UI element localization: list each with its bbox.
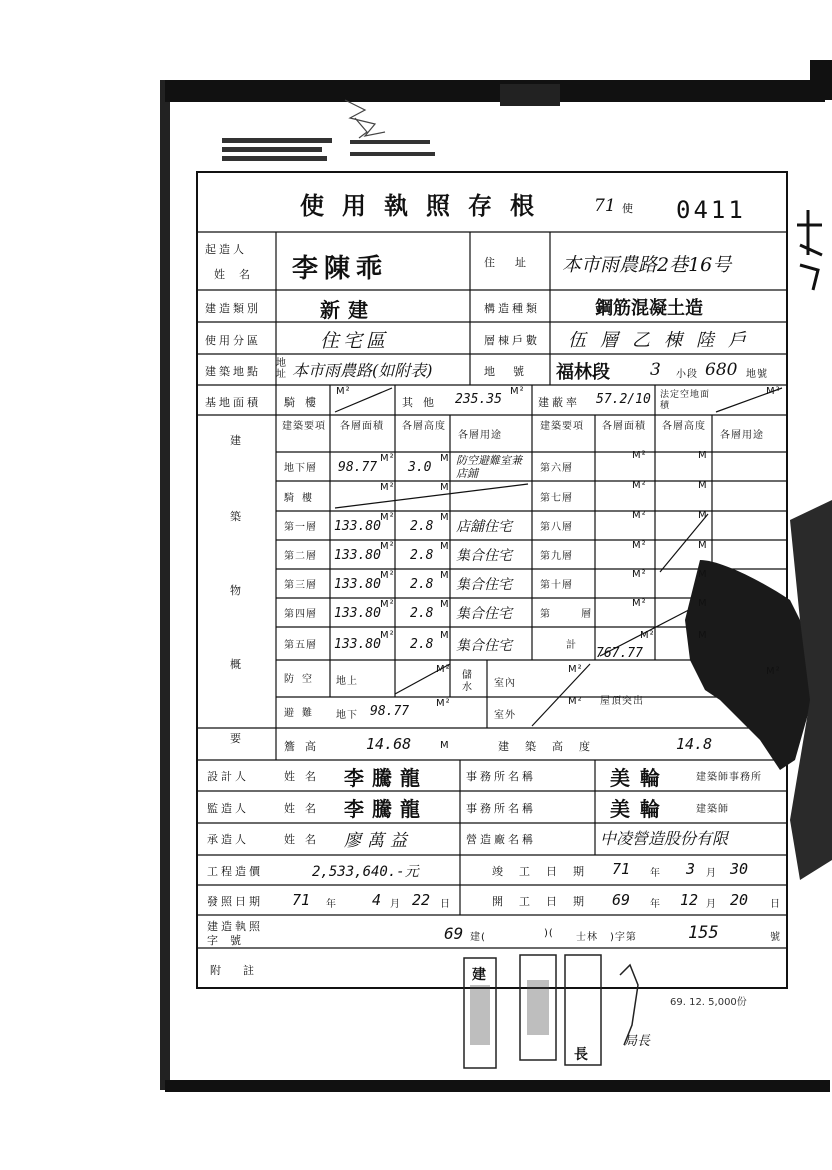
floor-height-unit: M <box>440 453 450 464</box>
floor-total-height-unit: M <box>698 630 708 641</box>
header-area-right: 各層面積 <box>602 421 646 432</box>
floor-name-right: 第九層 <box>540 551 573 562</box>
floor-height-unit: M <box>440 541 450 552</box>
zone-label: 使用分區 <box>205 334 261 347</box>
start-month-unit: 月 <box>706 899 717 910</box>
cost-value: 2,533,640.-元 <box>312 864 419 880</box>
floor-use: 防空避難室兼店鋪 <box>456 454 522 480</box>
floor-area-unit-right: M² <box>632 510 647 521</box>
lot-subsection-label: 小段 <box>676 369 698 380</box>
designer-firm-label: 事務所名稱 <box>466 770 536 783</box>
tank-indoor-label: 室內 <box>494 678 516 689</box>
issue-month-unit: 月 <box>390 899 401 910</box>
shelter-above-unit: M² <box>436 664 451 675</box>
lot-suffix: 地號 <box>746 369 768 380</box>
contractor-firm: 中凌營造股份有限 <box>600 829 729 848</box>
build-type-label: 建造類別 <box>205 302 261 315</box>
issue-month: 4 <box>372 891 382 909</box>
floor-area-unit-right: M² <box>632 480 647 491</box>
floor-name: 第三層 <box>284 580 317 591</box>
contractor-name-label: 姓名 <box>284 833 326 846</box>
stamp-texture <box>470 980 549 1045</box>
header-height-right: 各層高度 <box>662 421 706 432</box>
permit-district: 士林 <box>576 932 598 943</box>
designer-firm-suffix: 建築師事務所 <box>696 772 762 783</box>
shelter-above-label: 地上 <box>336 676 358 687</box>
lot-section: 福林段 <box>556 362 610 383</box>
completion-label: 竣工日期 <box>492 865 600 878</box>
start-year: 69 <box>612 891 631 909</box>
floor-height-unit: M <box>440 599 450 610</box>
floor-area-unit: M² <box>380 453 395 464</box>
floor-height-unit-right: M <box>698 569 708 580</box>
issue-date-label: 發照日期 <box>207 895 263 908</box>
supervisor-firm: 美輪 <box>610 797 670 821</box>
floor-area-unit-right: M² <box>632 598 647 609</box>
roof-projection-label: 屋頂突出 <box>600 696 644 707</box>
permit-label-2: 字號 <box>207 934 253 947</box>
floor-height: 3.0 <box>408 460 432 475</box>
floor-name-right: 第六層 <box>540 463 573 474</box>
summary-char-1: 建 <box>230 434 244 447</box>
start-year-unit: 年 <box>650 899 661 910</box>
shelter-below-unit: M² <box>436 698 451 709</box>
floor-height: 2.8 <box>410 637 434 652</box>
floor-name: 第一層 <box>284 522 317 533</box>
header-height-left: 各層高度 <box>402 421 446 432</box>
structure-label: 構造種類 <box>484 302 540 315</box>
bottom-stamps <box>464 955 638 1068</box>
floor-name-right: 第七層 <box>540 493 573 504</box>
header-use-right: 各層用途 <box>720 430 764 441</box>
permit-suffix: 號 <box>770 932 781 943</box>
contractor-role: 承造人 <box>207 833 249 846</box>
top-scribble <box>345 100 385 138</box>
summary-char-3: 物 <box>230 584 244 597</box>
floor-area: 133.80 <box>334 548 381 563</box>
supervisor-firm-suffix: 建築師 <box>696 804 729 815</box>
arcade-label: 騎樓 <box>284 396 326 409</box>
floor-name-right: 第十層 <box>540 580 573 591</box>
permit-serial: 155 <box>688 923 719 943</box>
print-run-info: 69. 12. 5,000份 <box>670 997 747 1008</box>
applicant-label: 起造人 <box>205 243 247 256</box>
floor-area: 98.77 <box>338 460 378 475</box>
floor-name: 第五層 <box>284 640 317 651</box>
issue-day-unit: 日 <box>440 899 451 910</box>
floor-use: 集合住宅 <box>456 638 512 654</box>
floor-height-unit-right: M <box>698 598 708 609</box>
site-address: 本市雨農路(如附表) <box>292 361 433 380</box>
building-height-value: 14.8 <box>676 735 713 753</box>
cost-label: 工程造價 <box>207 865 263 878</box>
floor-area: 133.80 <box>334 637 381 652</box>
designer-firm: 美輪 <box>610 766 670 790</box>
start-date-label: 開工日期 <box>492 895 600 908</box>
permit-year-code: 71 <box>594 196 616 216</box>
floor-area-unit: M² <box>380 599 395 610</box>
permit-mid-1: 建( <box>470 932 486 943</box>
supervisor-name: 李騰龍 <box>344 797 428 821</box>
floor-area: 133.80 <box>334 577 381 592</box>
contractor-firm-label: 營造廠名稱 <box>466 833 536 846</box>
floor-area-unit: M² <box>380 482 395 493</box>
right-fragment <box>797 210 822 290</box>
floor-area: 133.80 <box>334 519 381 534</box>
floor-area-unit-right: M² <box>632 540 647 551</box>
floors-value: 伍層乙棟陸戶 <box>568 330 760 351</box>
issue-year: 71 <box>292 891 311 909</box>
summary-char-5: 要 <box>230 732 244 745</box>
lot-label: 地號 <box>484 365 542 378</box>
floor-total-unit: M² <box>640 630 655 641</box>
structure-value: 鋼筋混凝土造 <box>595 298 703 319</box>
floor-name: 第四層 <box>284 609 317 620</box>
other-area-unit: M² <box>510 386 525 397</box>
address-label: 住址 <box>484 256 546 269</box>
floor-height-unit: M <box>440 482 450 493</box>
shelter-label-2: 避難 <box>284 708 320 719</box>
issue-day: 22 <box>412 891 431 909</box>
floor-height: 2.8 <box>410 548 434 563</box>
permit-mid-2: )( <box>544 928 554 939</box>
header-item-left: 建築要項 <box>282 421 326 432</box>
permit-label-1: 建造執照 <box>207 920 263 933</box>
other-label: 其他 <box>402 396 444 409</box>
coverage-value: 57.2/10 <box>596 392 651 407</box>
floor-height-unit: M <box>440 630 450 641</box>
summary-char-4: 概 <box>230 658 244 671</box>
eave-height-unit: M <box>440 740 450 751</box>
floor-use: 集合住宅 <box>456 548 512 564</box>
floors-label: 層棟戶數 <box>484 334 540 347</box>
floor-height: 2.8 <box>410 577 434 592</box>
building-height-label: 建築高度 <box>498 740 606 753</box>
site-label: 建築地點 <box>205 365 261 378</box>
floor-area-unit-right: M² <box>632 450 647 461</box>
permit-mid-3: )字第 <box>610 932 637 943</box>
page-edge-bottom <box>165 1080 830 1092</box>
stamp-text-2: 長 <box>574 1047 588 1063</box>
supervisor-name-label: 姓名 <box>284 802 326 815</box>
header-item-right: 建築要項 <box>540 421 584 432</box>
stamp-text-3: 局長 <box>624 1034 651 1049</box>
floor-name-right: 第 層 <box>540 609 606 620</box>
lot-subsection-no: 3 <box>650 360 661 380</box>
lot-number: 680 <box>705 360 738 380</box>
coverage-label: 建蔽率 <box>538 396 580 409</box>
floor-use: 集合住宅 <box>456 577 512 593</box>
legal-open-unit: M² <box>766 386 781 397</box>
floor-use: 店舖住宅 <box>456 519 512 535</box>
shelter-label-1: 防空 <box>284 674 320 685</box>
floor-total-value: 767.77 <box>596 646 643 661</box>
completion-month-unit: 月 <box>706 868 717 879</box>
start-day-unit: 日 <box>770 899 781 910</box>
site-address-label: 地址 <box>276 358 287 380</box>
floor-name: 第二層 <box>284 551 317 562</box>
start-month: 12 <box>680 891 699 909</box>
arcade-unit: M² <box>336 386 351 397</box>
floor-area-unit: M² <box>380 570 395 581</box>
designer-role: 設計人 <box>207 770 249 783</box>
shelter-below-value: 98.77 <box>370 704 410 719</box>
floor-area-unit: M² <box>380 541 395 552</box>
tank-label: 儲水 <box>462 670 473 693</box>
supervisor-role: 監造人 <box>207 802 249 815</box>
floor-height-unit-right: M <box>698 480 708 491</box>
roof-projection-unit: M² <box>766 666 781 677</box>
page-corner <box>810 60 832 100</box>
issue-year-unit: 年 <box>326 899 337 910</box>
other-area-value: 235.35 <box>455 392 502 407</box>
floor-name: 地下層 <box>284 463 317 474</box>
tank-outdoor-unit: M² <box>568 696 583 707</box>
legal-open-label: 法定空地面積 <box>660 390 711 411</box>
designer-name: 李騰龍 <box>344 766 428 790</box>
floor-height-unit-right: M <box>698 510 708 521</box>
floor-area: 133.80 <box>334 606 381 621</box>
permit-number: 0411 <box>676 196 746 224</box>
completion-month: 3 <box>686 860 696 878</box>
floor-area-unit: M² <box>380 512 395 523</box>
tank-outdoor-label: 室外 <box>494 710 516 721</box>
eave-height-label: 簷高 <box>284 740 326 753</box>
floor-height-unit-right: M <box>698 540 708 551</box>
applicant-address: 本市雨農路2巷16号 <box>562 254 732 276</box>
page-edge-top <box>165 80 825 102</box>
stamp-text-1: 建 <box>472 967 486 983</box>
floor-height: 2.8 <box>410 519 434 534</box>
floor-height-unit: M <box>440 570 450 581</box>
floor-height-unit-right: M <box>698 450 708 461</box>
zone-value: 住宅區 <box>320 330 390 352</box>
floor-use: 集合住宅 <box>456 606 512 622</box>
completion-year-unit: 年 <box>650 868 661 879</box>
supervisor-firm-label: 事務所名稱 <box>466 802 536 815</box>
permit-type-code: 使 <box>622 202 636 215</box>
shelter-below-label: 地下 <box>336 710 358 721</box>
build-type-value: 新建 <box>320 298 376 322</box>
designer-name-label: 姓名 <box>284 770 326 783</box>
completion-day: 30 <box>730 860 749 878</box>
summary-char-2: 築 <box>230 510 244 523</box>
floor-name-right: 第八層 <box>540 522 573 533</box>
floor-total-label: 計 <box>566 640 577 651</box>
form-title: 使用執照存根 <box>300 191 552 220</box>
page-edge-left <box>160 80 170 1090</box>
floor-height: 2.8 <box>410 606 434 621</box>
header-area-left: 各層面積 <box>340 421 384 432</box>
start-day: 20 <box>730 891 749 909</box>
completion-year: 71 <box>612 860 631 878</box>
tank-indoor-unit: M² <box>568 664 583 675</box>
applicant-name-label: 姓名 <box>214 268 264 281</box>
floor-height-unit: M <box>440 512 450 523</box>
eave-height-value: 14.68 <box>366 735 412 753</box>
permit-year: 69 <box>444 924 464 943</box>
floor-area-unit-right: M² <box>632 569 647 580</box>
contractor-name: 廖萬益 <box>344 831 413 851</box>
floor-area-unit: M² <box>380 630 395 641</box>
header-use-left: 各層用途 <box>458 430 502 441</box>
applicant-name: 李陳乖 <box>292 254 389 284</box>
site-area-label: 基地面積 <box>205 396 261 409</box>
floor-name: 騎樓 <box>284 493 320 504</box>
remarks-label: 附註 <box>210 964 276 977</box>
